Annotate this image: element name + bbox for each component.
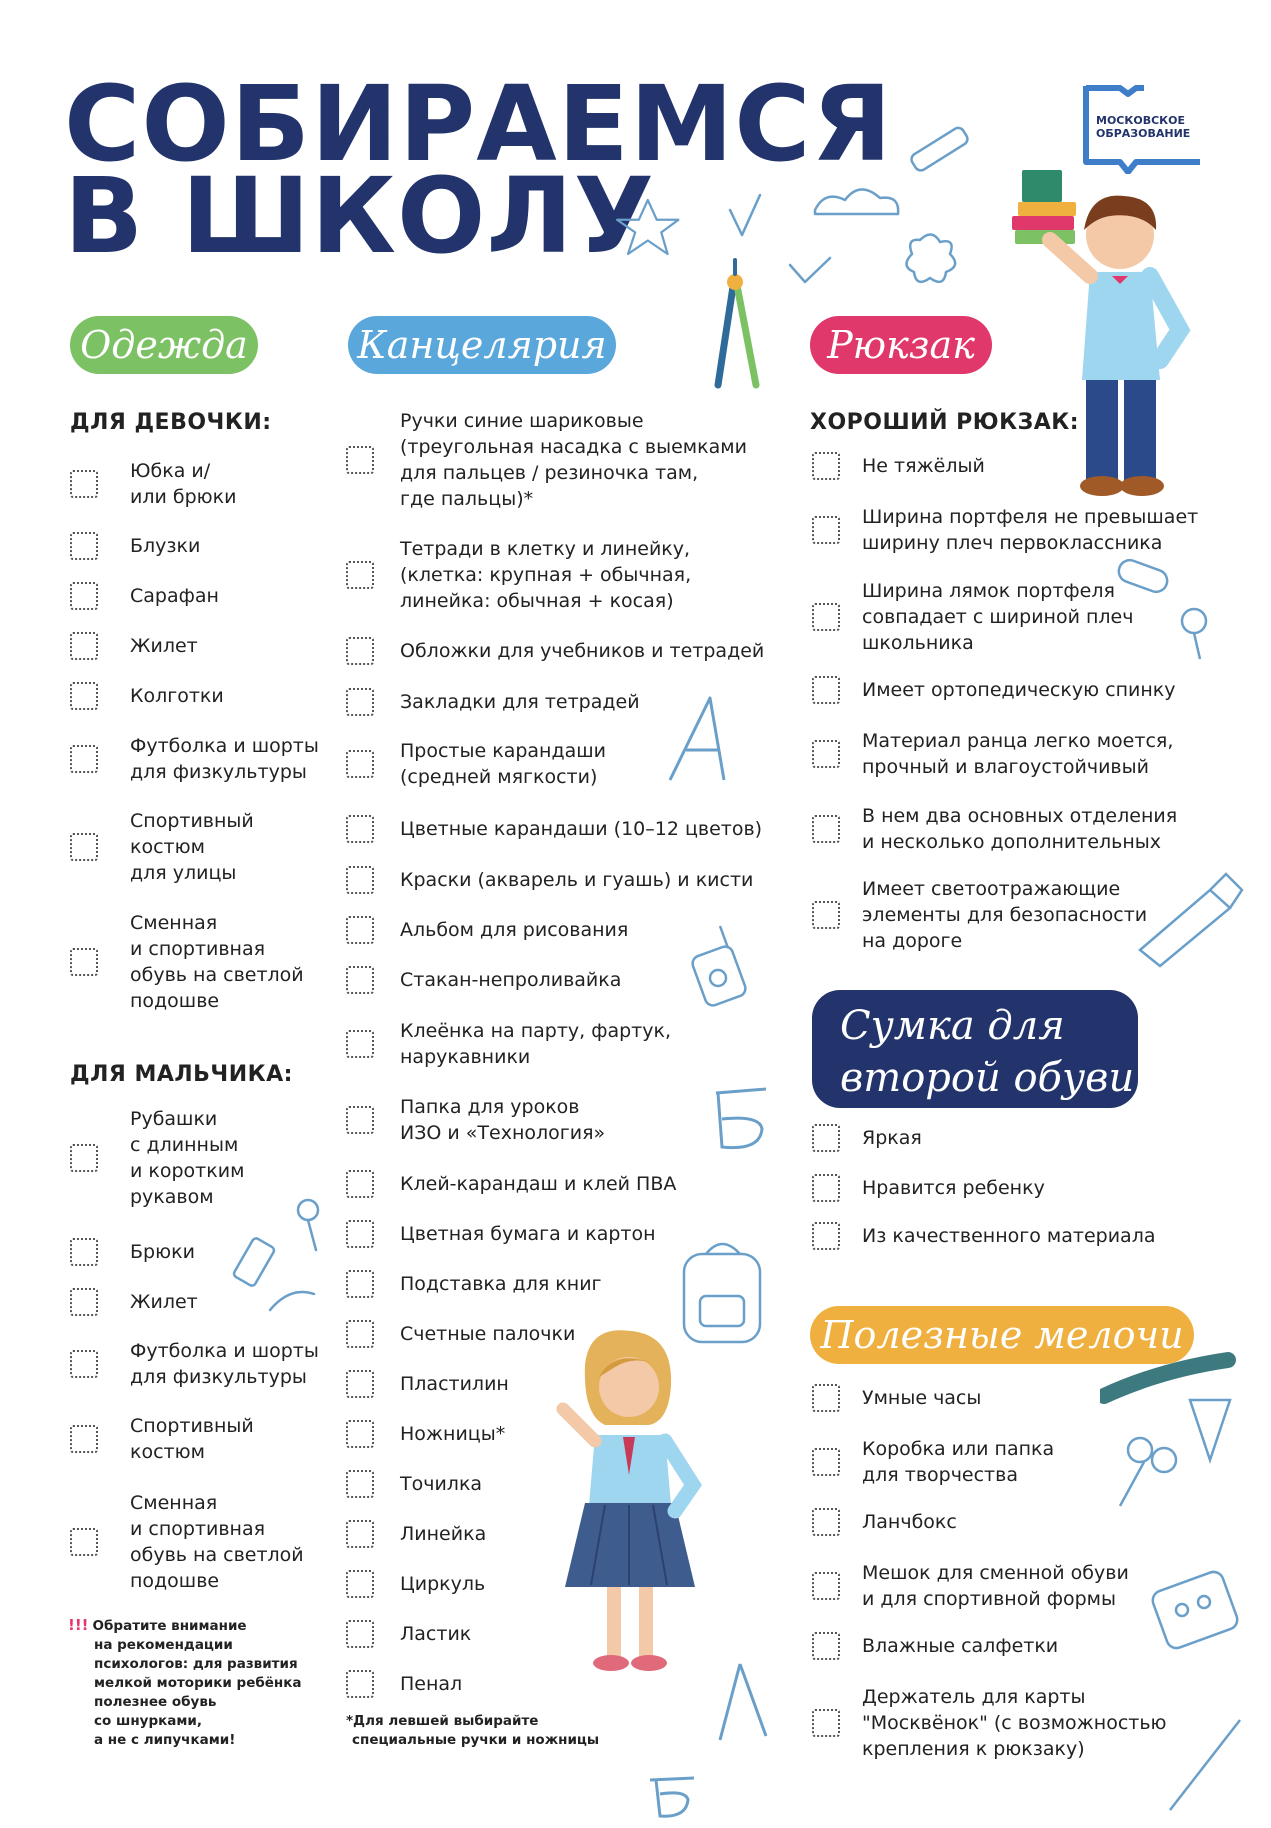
item-label: Точилка [400,1473,483,1495]
paint-tube-doodle [1130,860,1250,970]
item-label: Колготки [130,685,224,707]
item-label: Циркуль [400,1573,486,1595]
item-label: Нравится ребенку [862,1177,1045,1199]
backpack-item-reflective[interactable] [812,876,1147,954]
stationery-section-badge: Канцелярия [348,316,616,374]
girls-item-sport-suit[interactable] [70,808,254,886]
glue-bottle-doodle [680,920,760,1010]
stationery-item-plasticine[interactable] [346,1370,509,1398]
item-label: Ластик [400,1623,472,1645]
stationery-item-notebooks[interactable] [346,536,691,614]
item-label: Ланчбокс [862,1511,957,1533]
checkbox[interactable] [346,561,374,589]
stationery-item-book-stand[interactable] [346,1270,602,1298]
palette-brush-doodle [1150,1570,1250,1820]
backpack-item-light[interactable] [812,452,985,480]
checkbox[interactable] [812,1384,840,1412]
checkbox[interactable] [812,815,840,843]
checkbox[interactable] [70,745,98,773]
logo-line-2: ОБРАЗОВАНИЕ [1096,127,1191,140]
checkbox[interactable] [70,632,98,660]
stationery-item-covers[interactable] [346,637,764,665]
boys-item-sport-suit[interactable] [70,1413,254,1465]
useful-item-lunchbox[interactable] [812,1508,957,1536]
checkbox[interactable] [812,740,840,768]
checkbox[interactable] [70,833,98,861]
girls-item-vest[interactable] [70,632,198,660]
shoe-bag-item-bright[interactable] [812,1124,922,1152]
stationery-item-ruler[interactable] [346,1520,486,1548]
checkbox[interactable] [812,1709,840,1737]
checkbox[interactable] [812,516,840,544]
checkbox[interactable] [346,446,374,474]
boys-heading: ДЛЯ МАЛЬЧИКА: [70,1062,293,1087]
item-label: Линейка [400,1523,487,1545]
stationery-item-bookmarks[interactable] [346,688,640,716]
item-label: Папка для уроков ИЗО и «Технология» [400,1096,606,1144]
checkbox[interactable] [812,1632,840,1660]
girls-item-shoes[interactable] [70,910,304,1014]
checkbox[interactable] [346,1170,374,1198]
boys-item-shirts[interactable] [70,1106,244,1210]
item-label: Юбка и/ или брюки [130,460,237,508]
title-line-1: СОБИРАЕМСЯ [64,63,893,185]
checkbox[interactable] [346,1370,374,1398]
backpack-section-badge: Рюкзак [810,316,992,374]
checkbox[interactable] [346,1520,374,1548]
key-doodle [1110,555,1220,665]
stationery-item-compass[interactable] [346,1570,485,1598]
checkbox[interactable] [812,1124,840,1152]
useful-things-section-badge: Полезные мелочи [810,1306,1194,1364]
checkbox[interactable] [70,582,98,610]
checkbox[interactable] [70,1144,98,1172]
checkbox[interactable] [812,1448,840,1476]
logo-line-1: МОСКОВСКОЕ [1096,114,1186,127]
checkbox[interactable] [70,1238,98,1266]
girls-item-tights[interactable] [70,682,224,710]
checkbox[interactable] [70,1528,98,1556]
checkbox[interactable] [70,470,98,498]
checkbox[interactable] [346,1470,374,1498]
item-label: Из качественного материала [862,1225,1156,1247]
stationery-item-water-cup[interactable] [346,966,621,994]
useful-item-craft-box[interactable] [812,1436,1054,1488]
item-label: Ножницы* [400,1423,506,1445]
checkbox[interactable] [346,688,374,716]
item-label: Блузки [130,535,201,557]
checkbox[interactable] [346,1420,374,1448]
girls-item-pe-kit[interactable] [70,733,319,785]
checkbox[interactable] [346,1270,374,1298]
shoe-bag-label-line-1: Сумка для [840,1003,1065,1049]
checkbox[interactable] [346,866,374,894]
item-label: Имеет ортопедическую спинку [862,679,1176,701]
item-label: Умные часы [862,1387,982,1409]
item-label: Футболка и шорты для физкультуры [130,1340,319,1388]
item-label: Сменная и спортивная обувь на светлой подошве [130,1492,304,1592]
checkbox[interactable] [346,966,374,994]
pencil-scissors-doodle [1100,1340,1240,1510]
boys-item-shoes[interactable] [70,1490,304,1594]
item-label: Краски (акварель и гуашь) и кисти [400,869,754,891]
item-label: Закладки для тетрадей [400,691,640,713]
checkbox[interactable] [812,1222,840,1250]
checkbox[interactable] [812,901,840,929]
item-label: Коробка или папка для творчества [862,1438,1055,1486]
compass-letter-doodle [640,1660,800,1820]
pin-eraser-doodle [230,1190,340,1320]
stationery-item-color-paper[interactable] [346,1220,656,1248]
shoe-bag-label-line-2: второй обуви: [840,1055,1148,1101]
girls-heading: ДЛЯ ДЕВОЧКИ: [70,410,272,435]
item-label: Ширина лямок портфеля совпадает с шириной плеч школьника [862,580,1134,654]
item-label: В нем два основных отделения и несколько дополнительных [862,805,1178,853]
item-label: Сменная и спортивная обувь на светлой подошве [130,912,304,1012]
stationery-item-sharpener[interactable] [346,1470,482,1498]
checkbox[interactable] [346,1106,374,1134]
item-label: Не тяжёлый [862,455,985,477]
checkbox[interactable] [812,676,840,704]
shoe-bag-item-quality[interactable] [812,1222,1155,1250]
checkbox[interactable] [346,1570,374,1598]
checkbox[interactable] [70,1288,98,1316]
boys-item-pe-kit[interactable] [70,1338,319,1390]
checkbox[interactable] [812,1572,840,1600]
item-label: Пенал [400,1673,463,1695]
stationery-item-eraser[interactable] [346,1620,471,1648]
item-label: Цветная бумага и картон [400,1223,656,1245]
left-handed-footnote: *Для левшей выбирайте специальные ручки и ножницы [346,1713,600,1748]
item-label: Альбом для рисования [400,919,629,941]
title-line-2: В ШКОЛУ [64,155,655,277]
stationery-item-glue[interactable] [346,1170,676,1198]
item-label: Счетные палочки [400,1323,576,1345]
item-label: Обложки для учебников и тетрадей [400,640,765,662]
item-label: Подставка для книг [400,1273,602,1295]
checkbox[interactable] [812,603,840,631]
stationery-item-scissors[interactable] [346,1420,505,1448]
item-label: Стакан-непроливайка [400,969,622,991]
checkbox[interactable] [346,916,374,944]
backpack-item-straps[interactable] [812,578,1133,656]
checkbox[interactable] [812,452,840,480]
item-label: Футболка и шорты для физкультуры [130,735,319,783]
backpack-item-material[interactable] [812,728,1173,780]
boys-item-vest[interactable] [70,1288,198,1316]
useful-item-shoe-sack[interactable] [812,1560,1129,1612]
backpack-item-width[interactable] [812,504,1198,556]
shoe-bag-item-child-likes[interactable] [812,1174,1045,1202]
useful-item-smart-watch[interactable] [812,1384,981,1412]
boys-item-trousers[interactable] [70,1238,195,1266]
item-label: Ручки синие шариковые (треугольная насадка с выемками для пальцев / резиночка там, где пальцы)* [400,410,747,510]
checkbox[interactable] [346,1320,374,1348]
letter-b-doodle [704,1085,784,1155]
checkbox[interactable] [346,1030,374,1058]
item-label: Сарафан [130,585,219,607]
checkbox[interactable] [70,948,98,976]
checkbox[interactable] [70,682,98,710]
checkbox[interactable] [346,1220,374,1248]
boy-with-books-illustration [1000,160,1230,500]
attention-mark: !!! [68,1616,89,1634]
item-label: Рубашки с длинным и коротким рукавом [130,1108,245,1208]
stationery-item-paints[interactable] [346,866,753,894]
useful-item-wet-wipes[interactable] [812,1632,1058,1660]
girls-item-sundress[interactable] [70,582,219,610]
item-label: Клеёнка на парту, фартук, нарукавники [400,1020,671,1068]
stationery-item-pencil-case[interactable] [346,1670,462,1698]
logo-text [1096,114,1190,140]
item-label: Имеет светоотражающие элементы для безопасности на дороге [862,878,1148,952]
item-label: Цветные карандаши (10–12 цветов) [400,818,763,840]
item-label: Клей-карандаш и клей ПВА [400,1173,677,1195]
girl-student-illustration [545,1325,715,1695]
stationery-item-oilcloth[interactable] [346,1018,671,1070]
item-label: Ширина портфеля не превышает ширину плеч первоклассника [862,506,1199,554]
clothing-section-badge: Одежда [70,316,258,374]
checkbox[interactable] [346,637,374,665]
item-label: Материал ранца легко моется, прочный и влагоустойчивый [862,730,1174,778]
psychologist-note: !!! Обратите внимание на рекомендации психологов: для развития мелкой моторики ребёнка полезнее обувь со шнурками, а не с липучками! [68,1616,302,1748]
item-label: Яркая [862,1127,922,1149]
girls-item-blouses[interactable] [70,532,200,560]
stationery-item-color-pencils[interactable] [346,815,762,843]
stationery-item-pencils[interactable] [346,738,606,790]
item-label: Пластилин [400,1373,509,1395]
checkbox[interactable] [812,1508,840,1536]
item-label: Жилет [130,635,198,657]
item-label: Жилет [130,1291,198,1313]
item-label: Мешок для сменной обуви и для спортивной формы [862,1562,1129,1610]
backpack-doodle [666,1230,776,1350]
stationery-item-pens[interactable] [346,408,747,512]
item-label: Спортивный костюм [130,1415,254,1463]
checkbox[interactable] [346,750,374,778]
checkbox[interactable] [70,1350,98,1378]
backpack-item-orthopedic[interactable] [812,676,1175,704]
checkbox[interactable] [346,815,374,843]
item-label: Брюки [130,1241,195,1263]
shoe-bag-section-badge [812,990,1148,1108]
letter-a-doodle [660,690,760,790]
item-label: Спортивный костюм для улицы [130,810,254,884]
checkbox[interactable] [346,1620,374,1648]
useful-item-card-holder[interactable] [812,1684,1167,1762]
item-label: Держатель для карты "Москвёнок" (с возможностью крепления к рюкзаку) [862,1686,1167,1760]
girls-item-skirt[interactable] [70,458,236,510]
checkbox[interactable] [70,532,98,560]
item-label: Тетради в клетку и линейку, (клетка: крупная + обычная, линейка: обычная + косая) [400,538,692,612]
item-label: Влажные салфетки [862,1635,1059,1657]
checkbox[interactable] [346,1670,374,1698]
checkbox[interactable] [70,1425,98,1453]
item-label: Простые карандаши (средней мягкости) [400,740,606,788]
stationery-item-folder[interactable] [346,1094,605,1146]
backpack-item-compartments[interactable] [812,803,1177,855]
stationery-item-album[interactable] [346,916,628,944]
stationery-item-counting-sticks[interactable] [346,1320,575,1348]
good-backpack-heading: ХОРОШИЙ РЮКЗАК: [810,410,1080,435]
checkbox[interactable] [812,1174,840,1202]
